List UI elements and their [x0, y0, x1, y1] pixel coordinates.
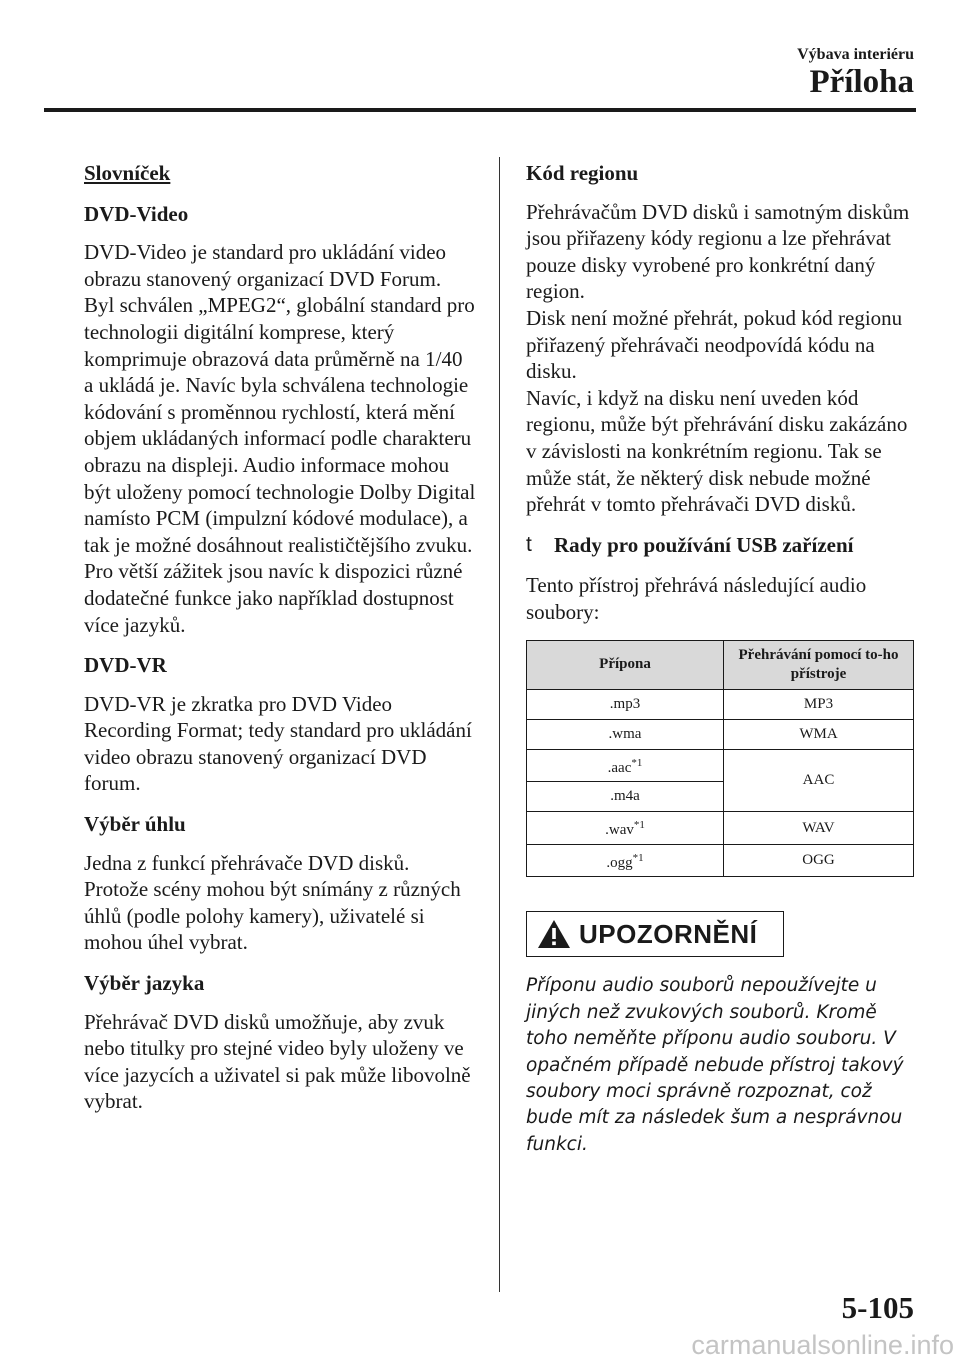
table-cell-format: WMA	[724, 719, 914, 749]
section-heading-dvd-video: DVD-Video	[84, 201, 189, 226]
warning-label: UPOZORNĚNÍ	[579, 918, 758, 949]
section-heading-language: Výběr jazyka	[84, 971, 205, 996]
table-row	[527, 749, 914, 782]
watermark: carmanualsonline.info	[691, 1330, 954, 1360]
region-heading: Kód regionu	[526, 161, 639, 185]
table-cell-extension: .m4a	[527, 782, 724, 812]
footnote-mark: *1	[632, 851, 644, 864]
extension-text: .aac	[607, 759, 632, 776]
usb-intro: Tento přístroj přehrává následující audio soubory:	[526, 573, 867, 624]
table-cell-format: AAC	[724, 749, 914, 812]
column-divider	[499, 157, 500, 1292]
extension-text: .wav	[605, 822, 634, 839]
footnote-mark: *1	[633, 819, 645, 832]
table-cell-extension: .mp3	[527, 689, 724, 719]
header-subtitle: Výbava interiéru	[797, 46, 914, 63]
table-cell-extension	[527, 812, 724, 845]
header-rule	[44, 108, 916, 112]
page-number: 5-105	[841, 1290, 914, 1325]
table-cell-format: OGG	[724, 844, 914, 877]
section-heading-dvd-vr: DVD-VR	[84, 653, 167, 678]
table-cell-format: WAV	[724, 812, 914, 845]
section-text-dvd-vr: DVD-VR je zkratka pro DVD Video Recording Format; tedy standard pro ukládání video obrazu stanovený organizací DVD forum.	[84, 691, 472, 796]
table-row	[527, 812, 914, 845]
table-header-row	[527, 640, 914, 689]
footnote-mark: *1	[631, 756, 643, 769]
table-row	[527, 844, 914, 877]
table-row	[527, 719, 914, 749]
warning-text: Příponu audio souborů nepoužívejte u jiných než zvukových souborů. Kromě toho neměňte příponu audio souboru. V opačném případě nebude přístroj takový soubory moci správně rozpoznat, což bude mít za následek šum a nesprávnou funkci.	[526, 975, 904, 1155]
section-text-language: Přehrávač DVD disků umožňuje, aby zvuk nebo titulky pro stejné video byly uloženy ve více jazycích a uživatel si pak může libovolně vybrat.	[84, 1009, 471, 1114]
extension-text: .ogg	[606, 854, 633, 871]
table-cell-format: MP3	[724, 689, 914, 719]
table-header-playback: Přehrávání pomocí to-ho přístroje	[724, 640, 914, 689]
table-row	[527, 689, 914, 719]
section-heading-angle: Výběr úhlu	[84, 812, 186, 837]
header-title: Příloha	[809, 64, 914, 100]
section-text-angle: Jedna z funkcí přehrávače DVD disků. Protože scény mohou být snímány z různých úhlů (podle polohy kamery), uživatelé si mohou úhel vybrat.	[84, 850, 461, 955]
usb-heading-text: Rady pro používání USB zařízení	[554, 532, 854, 557]
table-cell-extension: .wma	[527, 719, 724, 749]
glossary-title: Slovníček	[84, 161, 171, 185]
left-column	[84, 160, 476, 1129]
warning-box	[526, 911, 784, 957]
warning-icon	[537, 919, 571, 949]
section-text-dvd-video: DVD-Video je standard pro ukládání video obrazu stanovený organizací DVD Forum. Byl schválen „MPEG2“, globální standard pro technologii digitální komprese, který komprimuje obrazová data průměrně na 1/40 a ukládá je. Navíc byla schválena technologie kódování s proměnnou rychlostí, která mění objem ukládaných informací podle charakteru obrazu na displeji. Audio informace mohou být uloženy pomocí technologie Dolby Digital namísto PCM (impulzní kódové modulace), a tak je možné dosáhnout realističtějšího zvuku. Pro větší zážitek jsou navíc k dispozici různé dodatečné funkce jako například dostupnost více jazyků.	[84, 240, 476, 637]
table-header-extension: Přípona	[527, 640, 724, 689]
right-column	[526, 160, 918, 1158]
usb-heading	[526, 532, 918, 559]
table-cell-extension	[527, 844, 724, 877]
table-cell-extension	[527, 749, 724, 782]
bullet-mark: t	[526, 532, 532, 556]
region-text: Přehrávačům DVD disků i samotným diskům jsou přiřazeny kódy regionu a lze přehrávat pouze disky vyrobené pro konkrétní daný region. Disk není možné přehrát, pokud kód regionu přiřazený přehrávači neodpovídá kódu na disku. Navíc, i když na disku není uveden kód regionu, může být přehrávání disku zakázáno v závislosti na konkrétním regionu. Tak se může stát, že některý disk nebude možné přehrát v tomto přehrávači DVD disků.	[526, 199, 910, 517]
audio-formats-table	[526, 640, 914, 878]
